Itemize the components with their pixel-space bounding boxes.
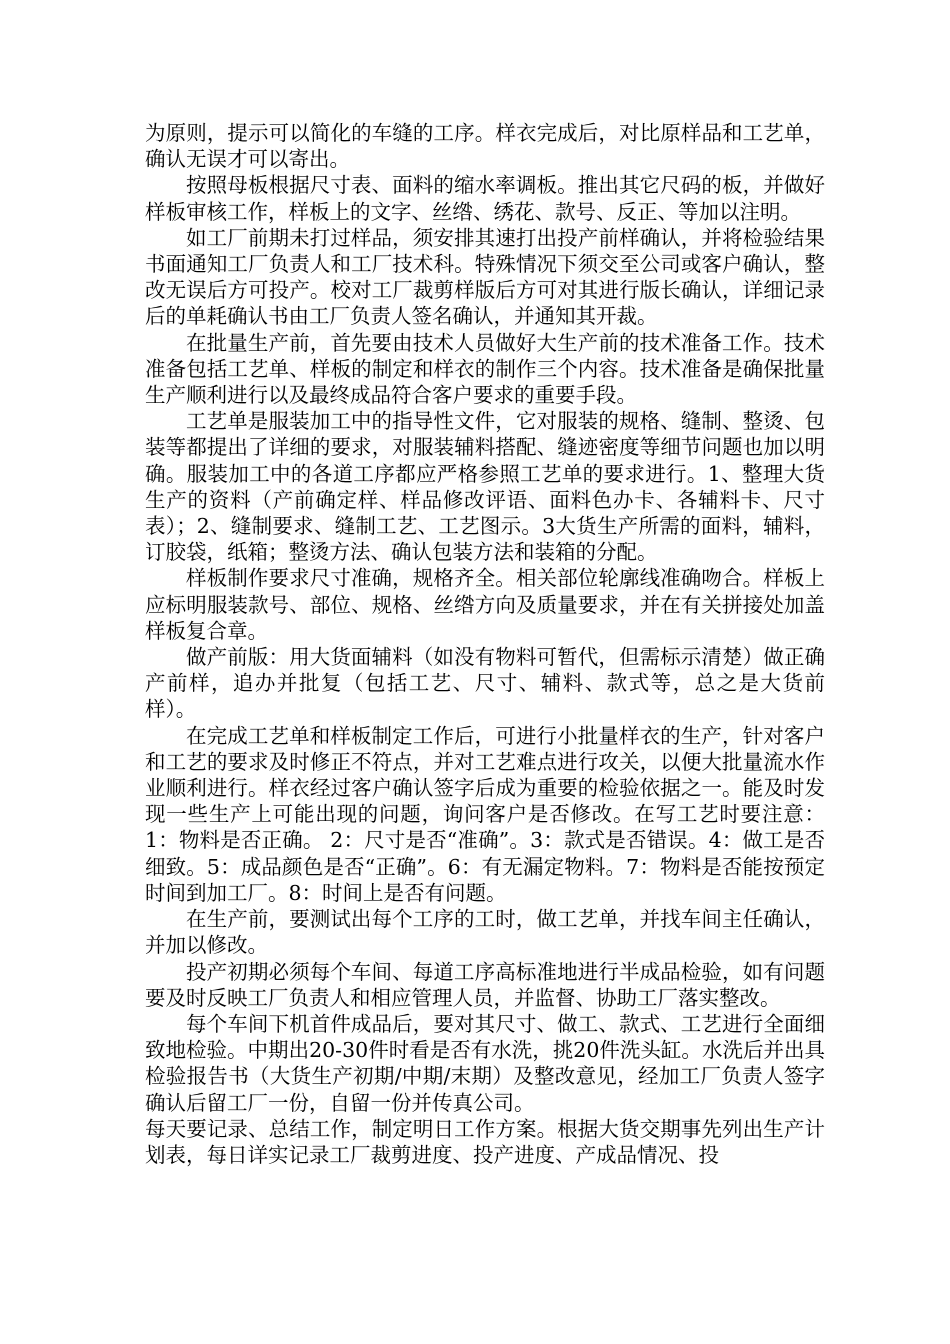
paragraph-3: 如工厂前期未打过样品，须安排其速打出投产前样确认，并将检验结果书面通知工厂负责人和工厂技术科。特殊情况下须交至公司或客户确认，整改无误后方可投产。校对工厂裁剪样版后方可对其进行版长确认，详细记录后的单耗确认书由工厂负责人签名确认，并通知其开裁。 bbox=[145, 225, 825, 329]
paragraph-7: 做产前版：用大货面辅料（如没有物料可暂代，但需标示清楚）做正确产前样，追办并批复（包括工艺、尺寸、辅料、款式等，总之是大货前样）。 bbox=[145, 645, 825, 722]
paragraph-6: 样板制作要求尺寸准确，规格齐全。相关部位轮廓线准确吻合。样板上应标明服装款号、部位、规格、丝绺方向及质量要求，并在有关拼接处加盖样板复合章。 bbox=[145, 566, 825, 643]
paragraph-1: 为原则，提示可以简化的车缝的工序。样衣完成后，对比原样品和工艺单，确认无误才可以寄出。 bbox=[145, 121, 825, 172]
paragraph-11: 每个车间下机首件成品后，要对其尺寸、做工、款式、工艺进行全面细致地检验。中期出20-30件时看是否有水洗，挑20件洗头缸。水洗后并出具检验报告书（大货生产初期/中期/末期）及整改意见，经加工厂负责人签字确认后留工厂一份，自留一份并传真公司。 bbox=[145, 1011, 825, 1115]
paragraph-12: 每天要记录、总结工作，制定明日工作方案。根据大货交期事先列出生产计划表，每日详实记录工厂裁剪进度、投产进度、产成品情况、投 bbox=[145, 1116, 825, 1167]
paragraph-8: 在完成工艺单和样板制定工作后，可进行小批量样衣的生产，针对客户和工艺的要求及时修正不符点，并对工艺难点进行攻关，以便大批量流水作业顺利进行。样衣经过客户确认签字后成为重要的检验依据之一。能及时发现一些生产上可能出现的问题，询问客户是否修改。在写工艺时要注意：1：物料是否正确。 2：尺寸是否“准确”。3：款式是否错误。4：做工是否细致。5：成品颜色是否“正确”。6：有无漏定物料。7：物料是否能按预定时间到加工厂。8：时间上是否有问题。 bbox=[145, 723, 825, 905]
paragraph-9: 在生产前，要测试出每个工序的工时，做工艺单，并找车间主任确认，并加以修改。 bbox=[145, 907, 825, 958]
paragraph-10: 投产初期必须每个车间、每道工序高标准地进行半成品检验，如有问题要及时反映工厂负责人和相应管理人员，并监督、协助工厂落实整改。 bbox=[145, 959, 825, 1010]
paragraph-2: 按照母板根据尺寸表、面料的缩水率调板。推出其它尺码的板，并做好样板审核工作，样板上的文字、丝绺、绣花、款号、反正、等加以注明。 bbox=[145, 173, 825, 224]
paragraph-4: 在批量生产前，首先要由技术人员做好大生产前的技术准备工作。技术准备包括工艺单、样板的制定和样衣的制作三个内容。技术准备是确保批量生产顺利进行以及最终成品符合客户要求的重要手段。 bbox=[145, 330, 825, 408]
document-page bbox=[145, 120, 825, 1168]
paragraph-5: 工艺单是服装加工中的指导性文件，它对服装的规格、缝制、整烫、包装等都提出了详细的要求，对服装辅料搭配、缝迹密度等细节问题也加以明确。服装加工中的各道工序都应严格参照工艺单的要求进行。1、整理大货生产的资料（产前确定样、样品修改评语、面料色办卡、各辅料卡、尺寸表）；2、缝制要求、缝制工艺、工艺图示。3大货生产所需的面料，辅料，订胶袋，纸箱；整烫方法、确认包装方法和装箱的分配。 bbox=[145, 409, 825, 565]
